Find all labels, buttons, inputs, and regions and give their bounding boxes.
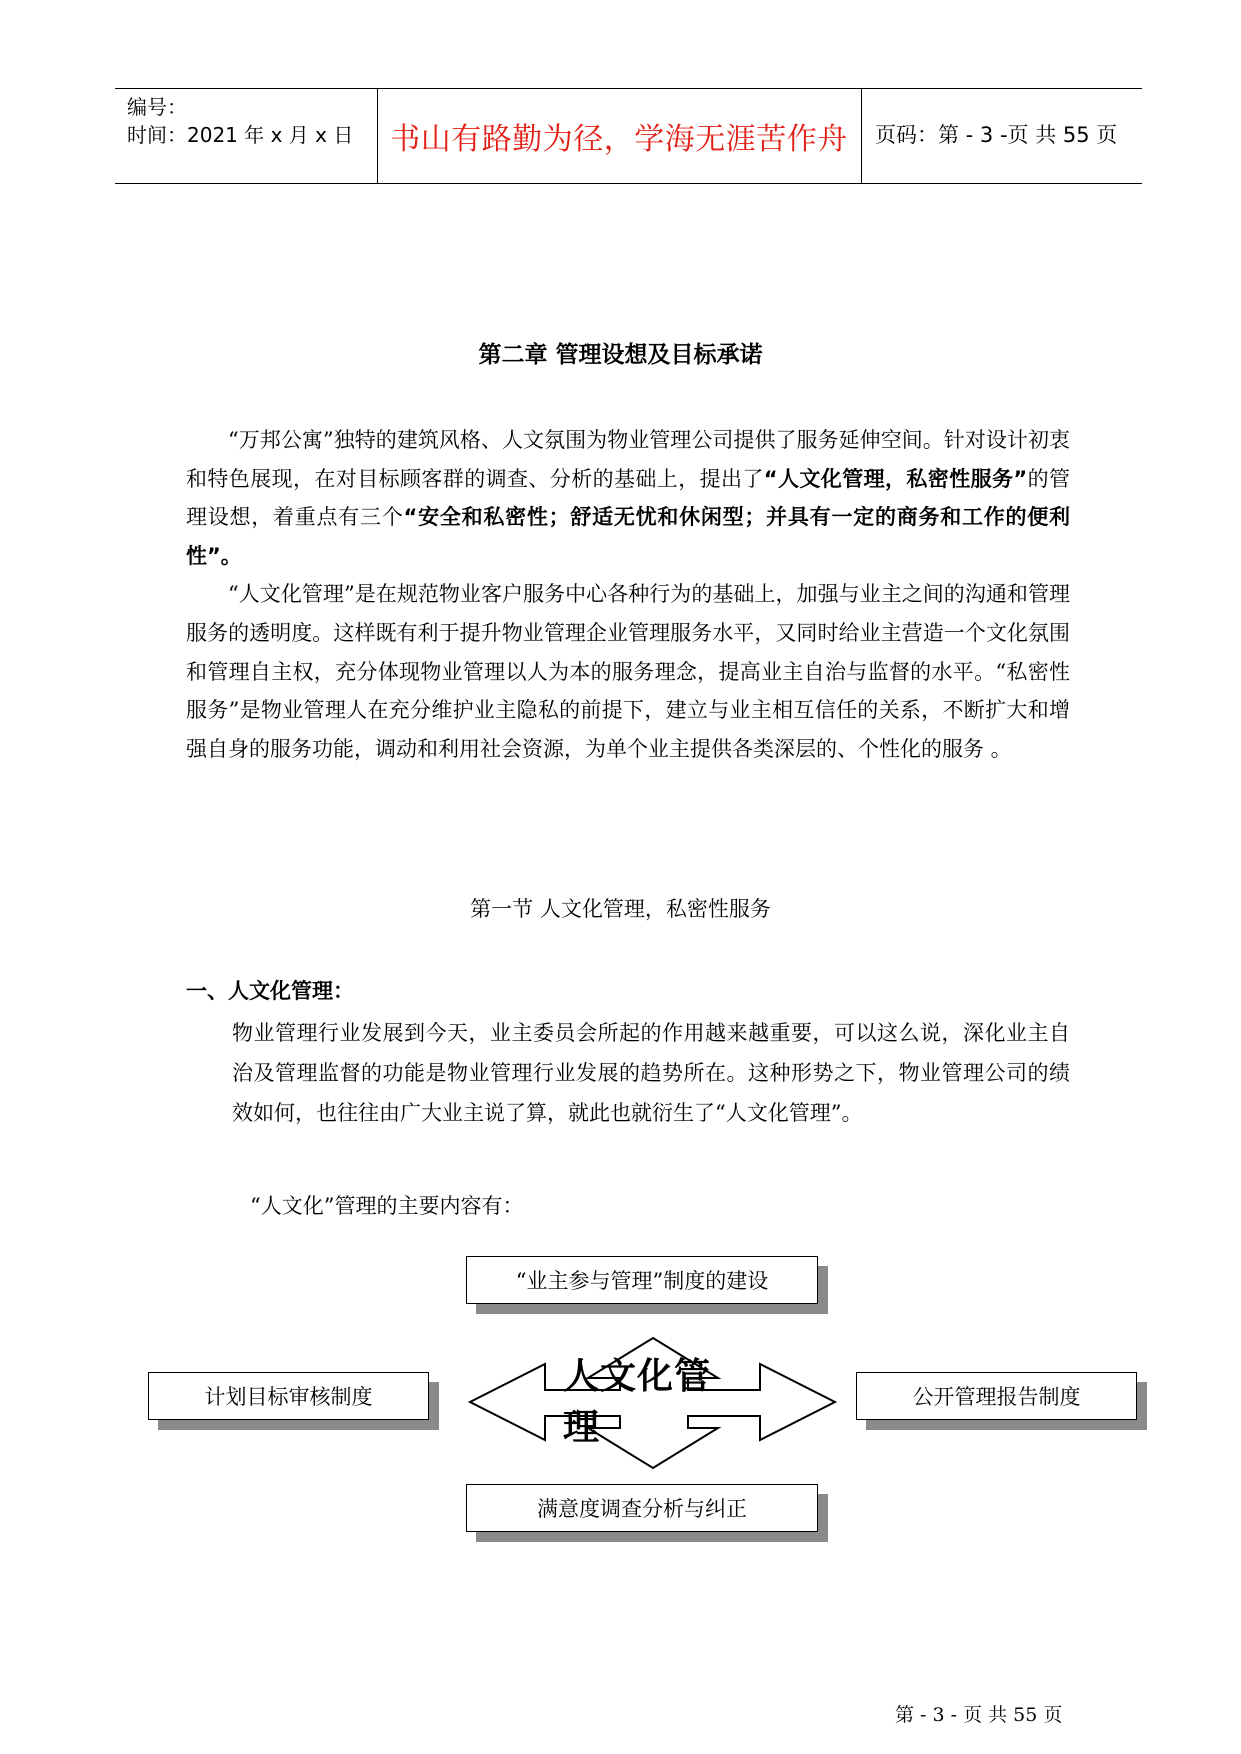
diagram-box-right: 公开管理报告制度 [856,1372,1137,1420]
header-page-label: 页码：第 - 3 -页 共 55 页 [875,123,1118,147]
header-motto: 书山有路勤为径，学海无涯苦作舟 [390,122,848,157]
p1-bold-d: “安全和私密性；舒适无忧和休闲型；并具有一定的商务和工作的便利性”。 [186,505,1070,568]
diagram-center-label: 人文化管理 [563,1355,712,1448]
header-time-label: 时间：2021 年 x 月 x 日 [127,123,354,147]
header-number-label: 编号： [127,95,187,119]
p1-text-a: “万邦公寓”独特的建筑风格、人文氛围为物业管理公司提供了服务延伸空间。针对设计初衷和特色展现，在对目标顾客群的调查、分析的基础上，提出了 [186,428,1070,491]
diagram-box-bottom: 满意度调查分析与纠正 [466,1484,818,1532]
diagram-intro: “人文化”管理的主要内容有： [250,1194,524,1218]
sub-paragraph: 物业管理行业发展到今天，业主委员会所起的作用越来越重要，可以这么说，深化业主自治及管理监督的功能是物业管理行业发展的趋势所在。这种形势之下，物业管理公司的绩效如何，也往往由广大业主说了算，就此也就衍生了“人文化管理”。 [232,1021,1070,1125]
page-footer: 第 - 3 - 页 共 55 页 [895,1704,1063,1726]
p1-text-c: 的管理设想，着重点有三个 [186,466,1071,530]
section-title: 第一节 人文化管理，私密性服务 [470,897,771,921]
chapter-title: 第二章 管理设想及目标承诺 [478,342,763,368]
diagram-box-left: 计划目标审核制度 [148,1372,429,1420]
diagram-box-top: “业主参与管理”制度的建设 [466,1256,818,1304]
paragraph-2: “人文化管理”是在规范物业客户服务中心各种行为的基础上，加强与业主之间的沟通和管理服务的透明度。这样既有利于提升物业管理企业管理服务水平，又同时给业主营造一个文化氛围和管理自主权，充分体现物业管理以人为本的服务理念，提高业主自治与监督的水平。“私密性服务”是物业管理人在充分维护业主隐私的前提下，建立与业主相互信任的关系，不断扩大和增强自身的服务功能，调动和利用社会资源，为单个业主提供各类深层的、个性化的服务 。 [186,582,1070,761]
subheading: 一、人文化管理： [186,979,354,1003]
p1-bold-b: “人文化管理，私密性服务” [763,466,1028,491]
